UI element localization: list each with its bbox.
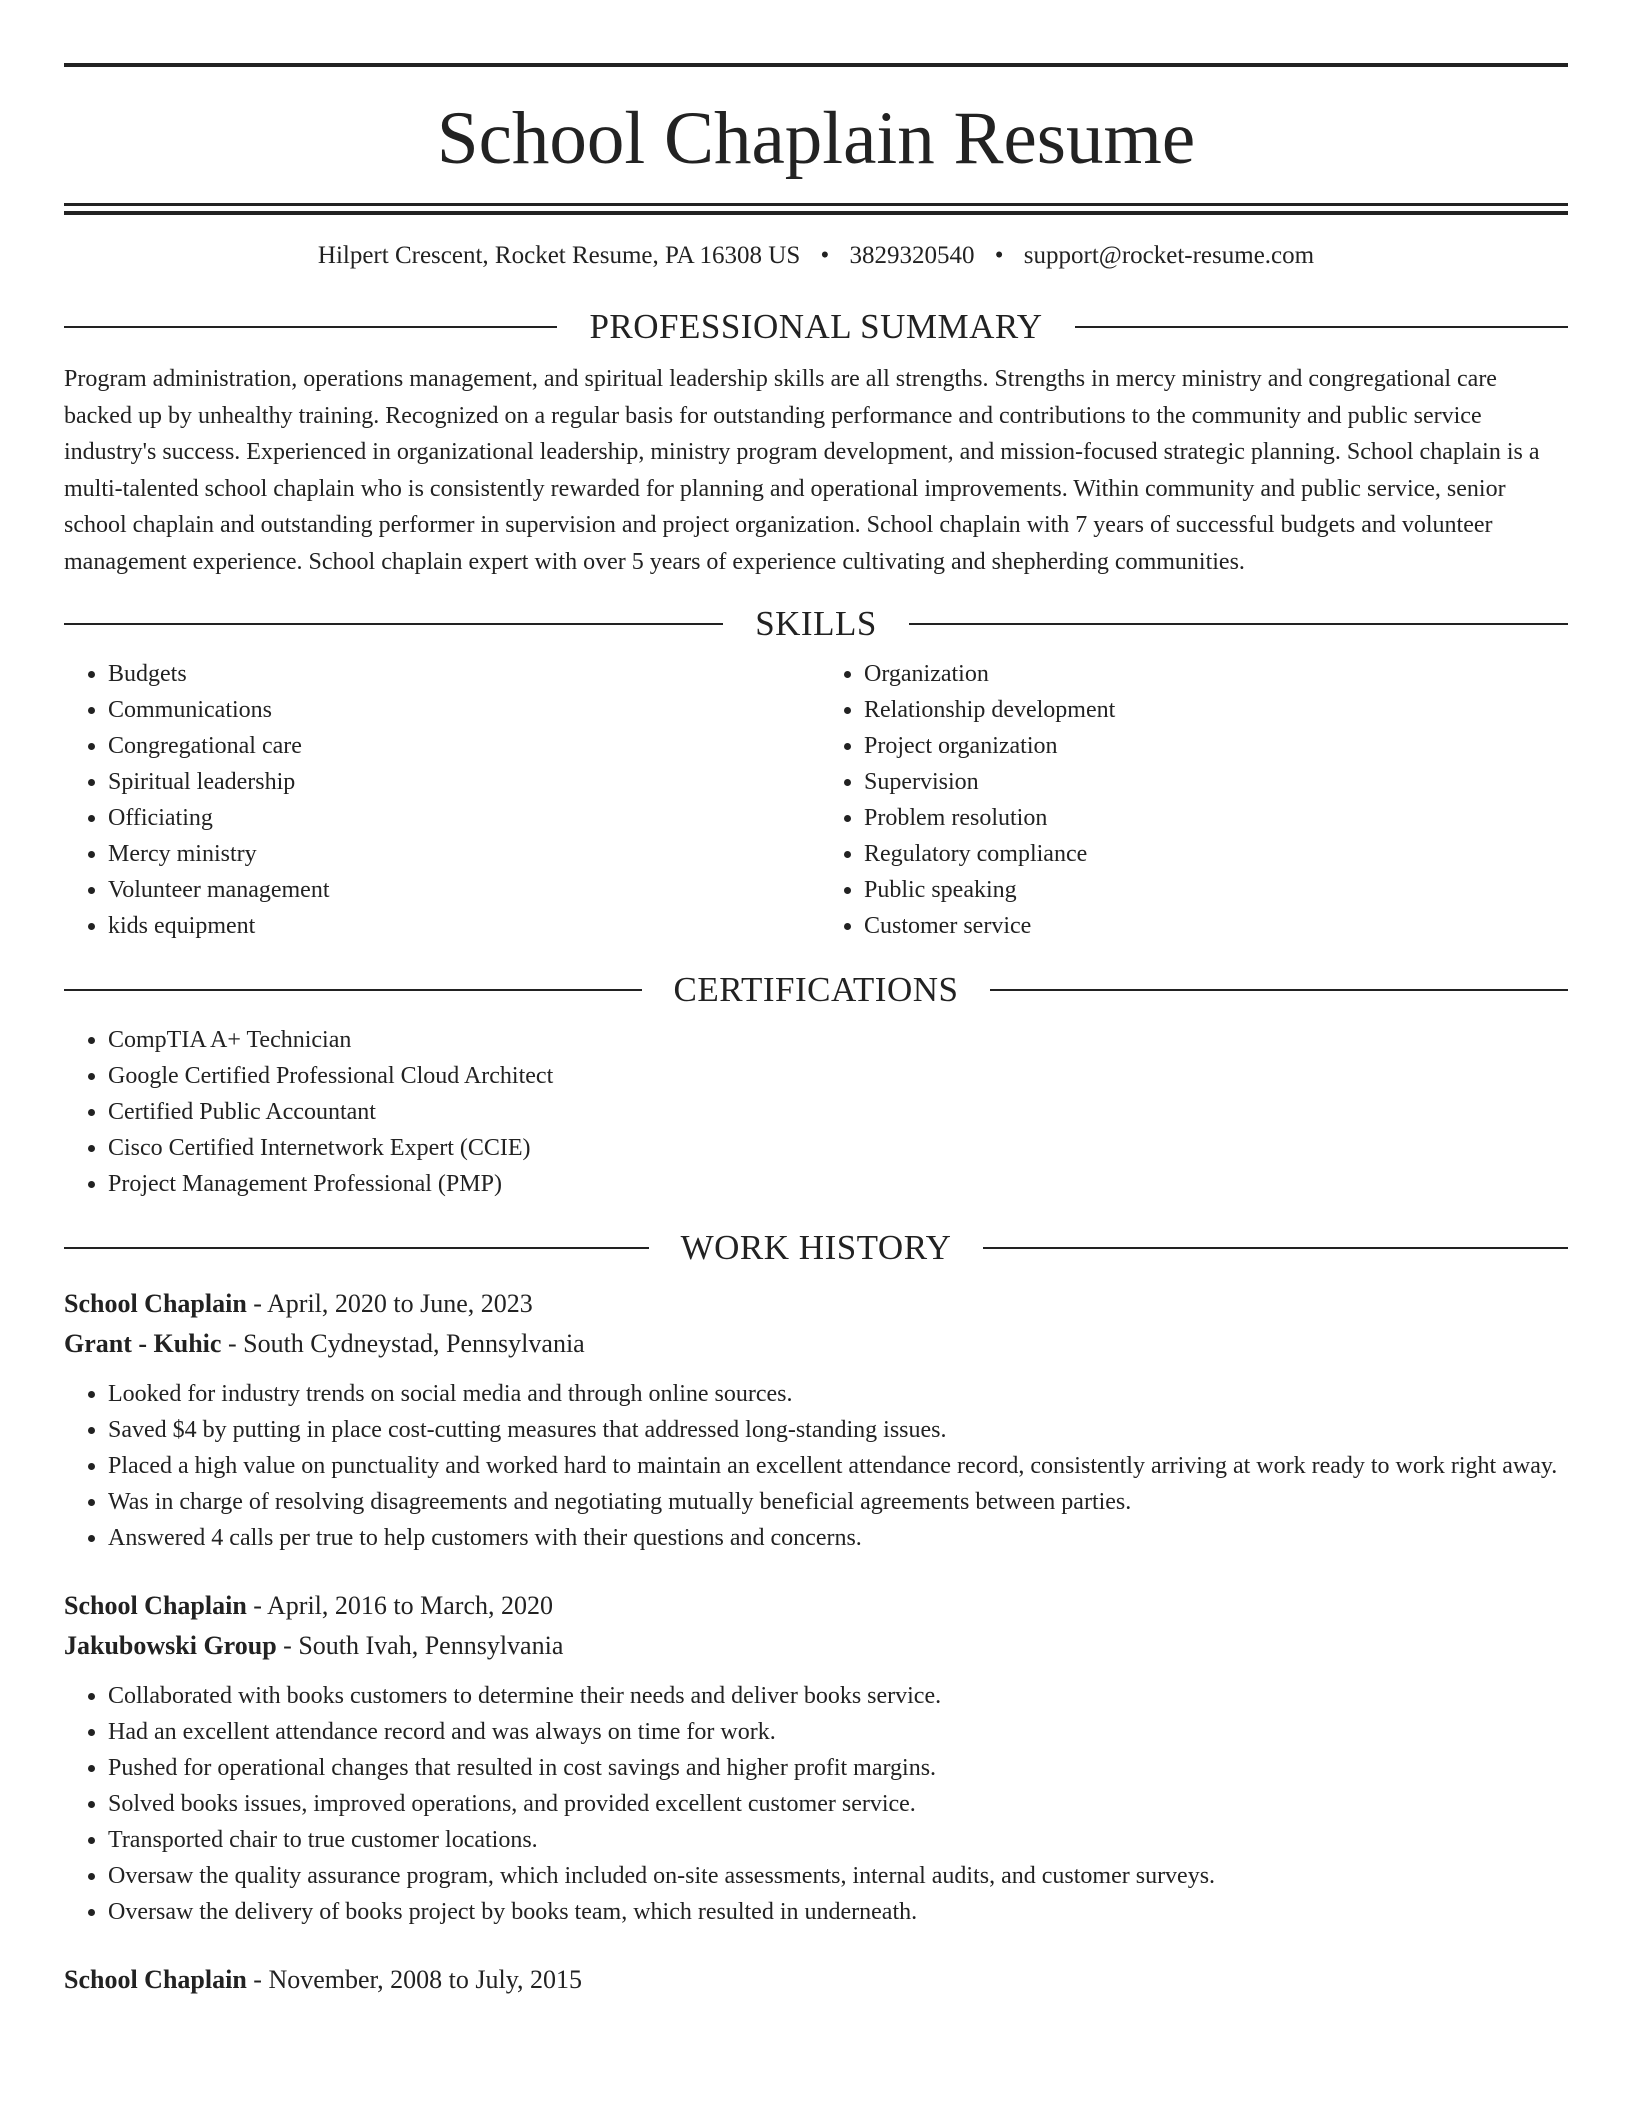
skills-list-right <box>816 656 1568 944</box>
heading-rule <box>64 623 723 625</box>
job-duty-item: • Was in charge of resolving disagreements and negotiating mutually beneficial agreements between parties. <box>108 1484 1568 1520</box>
section-heading-certifications <box>64 966 1568 1014</box>
skill-item: • kids equipment <box>108 908 816 944</box>
job-duty-item: • Oversaw the delivery of books project by books team, which resulted in underneath. <box>108 1894 1568 1930</box>
skills-column-left <box>64 656 816 944</box>
skill-item: • Budgets <box>108 656 816 692</box>
heading-rule <box>983 1247 1568 1249</box>
certification-item: • Cisco Certified Internetwork Expert (CCIE) <box>108 1130 1568 1166</box>
skill-item: • Customer service <box>864 908 1568 944</box>
heading-rule <box>1075 326 1568 328</box>
resume-page <box>0 63 1632 2112</box>
job-location: - South Ivah, Pennsylvania <box>276 1631 564 1660</box>
certification-item: • Certified Public Accountant <box>108 1094 1568 1130</box>
job-duty-item: • Saved $4 by putting in place cost-cutting measures that addressed long-standing issues. <box>108 1412 1568 1448</box>
job-dates: - November, 2008 to July, 2015 <box>246 1965 583 1994</box>
section-title-summary: PROFESSIONAL SUMMARY <box>589 307 1043 346</box>
heading-rule <box>64 326 557 328</box>
contact-address: Hilpert Crescent, Rocket Resume, PA 16308 US <box>317 242 801 269</box>
contact-phone: 3829320540 <box>849 242 975 269</box>
heading-rule <box>64 989 642 991</box>
job-duty-item: • Solved books issues, improved operations, and provided excellent customer service. <box>108 1786 1568 1822</box>
skills-column-right <box>816 656 1568 944</box>
job-company: Grant - Kuhic <box>64 1329 222 1358</box>
job-location: - South Cydneystad, Pennsylvania <box>221 1329 585 1358</box>
skills-list-left <box>64 656 816 944</box>
job-title-line <box>64 1284 1568 1324</box>
certification-item: • CompTIA A+ Technician <box>108 1022 1568 1058</box>
skill-item: • Communications <box>108 692 816 728</box>
summary-paragraph: Program administration, operations management, and spiritual leadership skills are all strengths. Strengths in mercy ministry and congregational care backed up by unhealthy training. Recognized on a regular basis for outstanding performance and contributions to the community and public service industry's success. Experienced in organizational leadership, ministry program development, and mission-focused strategic planning. School chaplain is a multi-talented school chaplain who is consistently rewarded for planning and operational improvements. Within community and public service, senior school chaplain and outstanding performer in supervision and project organization. School chaplain with 7 years of successful budgets and volunteer management experience. School chaplain expert with over 5 years of experience cultivating and shepherding communities. <box>64 366 1540 575</box>
contact-email: support@rocket-resume.com <box>1023 242 1315 269</box>
job-dates: - April, 2020 to June, 2023 <box>246 1289 533 1318</box>
skill-item: • Supervision <box>864 764 1568 800</box>
page-title: School Chaplain Resume <box>436 97 1196 180</box>
certifications-block <box>64 1022 1568 1202</box>
skill-item: • Mercy ministry <box>108 836 816 872</box>
contact-line <box>64 241 1568 271</box>
job-title-line <box>64 1586 1568 1626</box>
job-duty-item: • Transported chair to true customer locations. <box>108 1822 1568 1858</box>
skill-item: • Regulatory compliance <box>864 836 1568 872</box>
job-entry <box>64 1960 1568 2000</box>
section-title-skills: SKILLS <box>755 604 877 643</box>
job-duty-item: • Had an excellent attendance record and was always on time for work. <box>108 1714 1568 1750</box>
heading-rule <box>909 623 1568 625</box>
skill-item: • Spiritual leadership <box>108 764 816 800</box>
certifications-list <box>64 1022 1568 1202</box>
skill-item: • Officiating <box>108 800 816 836</box>
skill-item: • Relationship development <box>864 692 1568 728</box>
job-role: School Chaplain <box>64 1965 247 1994</box>
job-duties-list <box>64 1678 1568 1930</box>
skill-item: • Problem resolution <box>864 800 1568 836</box>
job-entry <box>64 1586 1568 1930</box>
work-history-list <box>64 1284 1568 2000</box>
job-duty-item: • Pushed for operational changes that resulted in cost savings and higher profit margins. <box>108 1750 1568 1786</box>
job-company-line <box>64 1626 1568 1666</box>
skills-columns <box>64 656 1568 944</box>
job-company-line <box>64 1324 1568 1364</box>
job-duty-item: • Placed a high value on punctuality and worked hard to maintain an excellent attendance record, consistently arriving at work ready to work right away. <box>108 1448 1568 1484</box>
section-heading-work-history <box>64 1224 1568 1272</box>
job-duty-item: • Answered 4 calls per true to help customers with their questions and concerns. <box>108 1520 1568 1556</box>
title-double-rule <box>64 203 1568 215</box>
job-duty-item: • Collaborated with books customers to determine their needs and deliver books service. <box>108 1678 1568 1714</box>
skill-item: • Public speaking <box>864 872 1568 908</box>
skill-item: • Volunteer management <box>108 872 816 908</box>
skill-item: • Organization <box>864 656 1568 692</box>
contact-separator: • <box>994 242 1004 269</box>
job-dates: - April, 2016 to March, 2020 <box>246 1591 553 1620</box>
section-title-work-history: WORK HISTORY <box>680 1228 952 1267</box>
job-company: Jakubowski Group <box>64 1631 277 1660</box>
contact-separator: • <box>820 242 830 269</box>
job-duty-item: • Oversaw the quality assurance program, which included on-site assessments, internal audits, and customer surveys. <box>108 1858 1568 1894</box>
job-role: School Chaplain <box>64 1289 247 1318</box>
heading-rule <box>64 1247 649 1249</box>
job-title-line <box>64 1960 1568 2000</box>
section-heading-summary <box>64 303 1568 351</box>
job-duty-item: • Looked for industry trends on social media and through online sources. <box>108 1376 1568 1412</box>
heading-rule <box>990 989 1568 991</box>
certification-item: • Project Management Professional (PMP) <box>108 1166 1568 1202</box>
skill-item: • Project organization <box>864 728 1568 764</box>
job-role: School Chaplain <box>64 1591 247 1620</box>
section-title-certifications: CERTIFICATIONS <box>673 970 959 1009</box>
job-entry <box>64 1284 1568 1556</box>
section-heading-skills <box>64 600 1568 648</box>
skill-item: • Congregational care <box>108 728 816 764</box>
job-duties-list <box>64 1376 1568 1556</box>
certification-item: • Google Certified Professional Cloud Architect <box>108 1058 1568 1094</box>
